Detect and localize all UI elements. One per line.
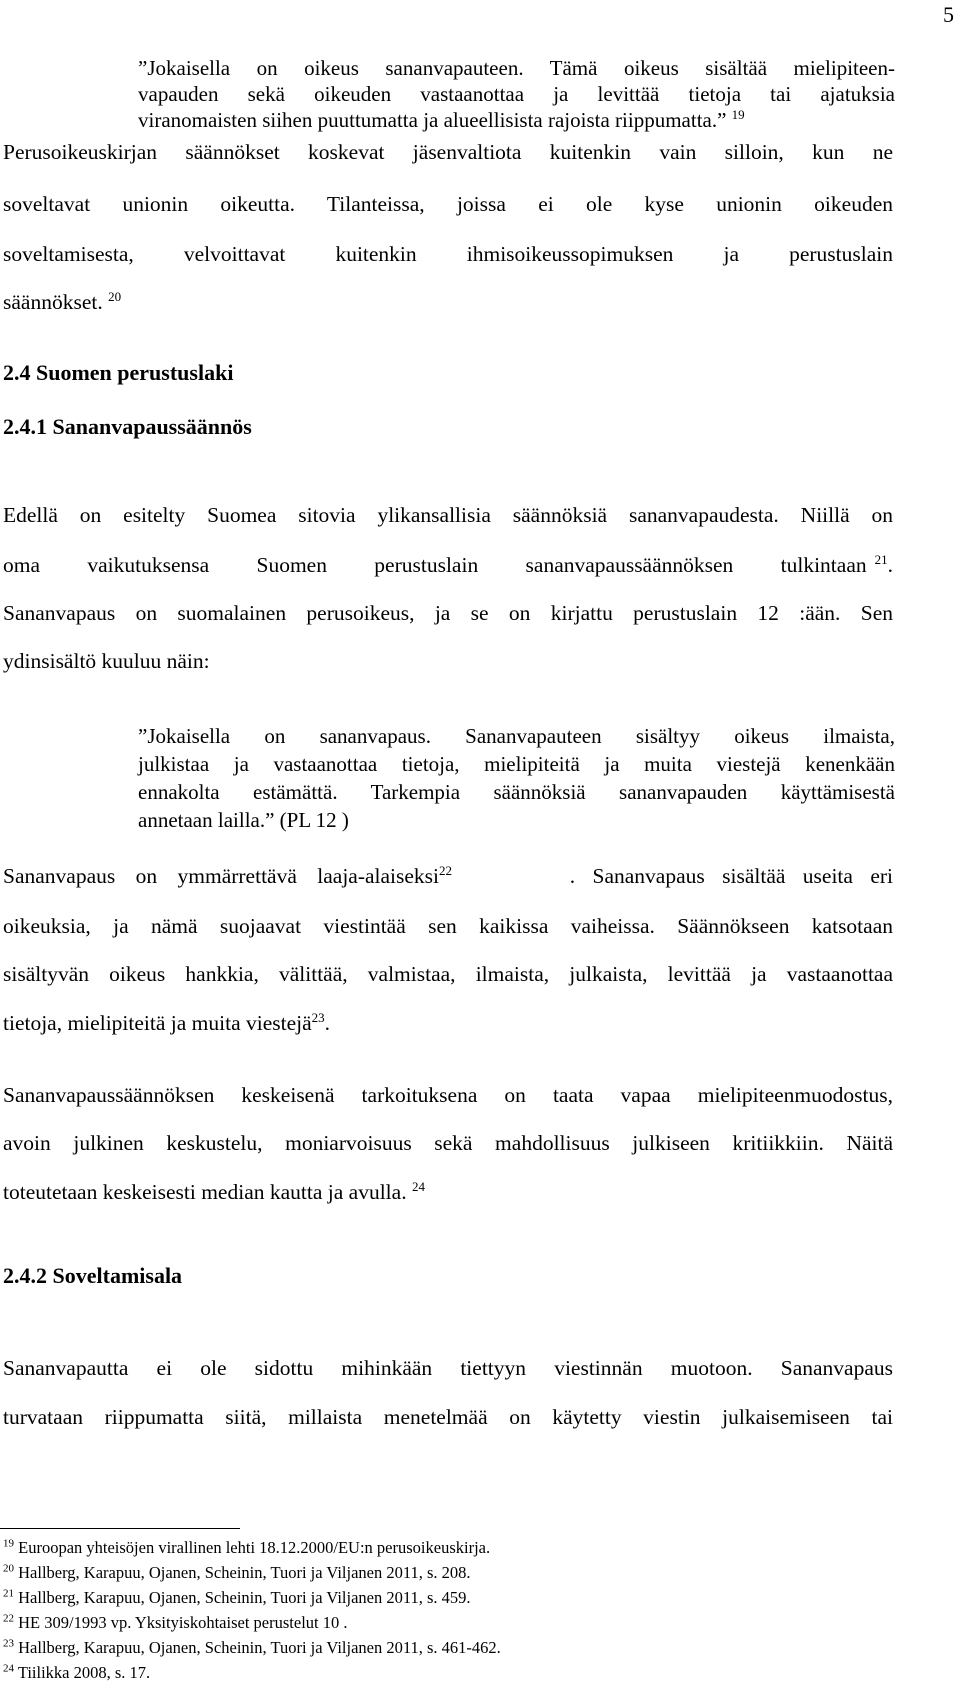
para2-line-1: Edellä on esitelty Suomea sitovia ylikansallisia säännöksiä sananvapaudesta. Niillä on	[3, 503, 893, 527]
para2-line-4: ydinsisältö kuuluu näin:	[3, 649, 210, 673]
para4-line-1: Sananvapaussäännöksen keskeisenä tarkoituksena on taata vapaa mielipiteenmuodostus,	[3, 1083, 893, 1107]
footnote-21	[3, 1588, 471, 1608]
para3-line-3: sisältyvän oikeus hankkia, välittää, valmistaa, ilmaista, julkaista, levittää ja vastaanottaa	[3, 962, 893, 986]
footnote-text: Euroopan yhteisöjen virallinen lehti 18.12.2000/EU:n perusoikeuskirja.	[14, 1538, 491, 1557]
para1-line-4-text: säännökset.	[3, 290, 103, 314]
para2-line-2-period: .	[887, 553, 893, 577]
footnote-20	[3, 1563, 471, 1583]
heading-2-4-2: 2.4.2 Soveltamisala	[3, 1263, 183, 1288]
para3-line-1-start-text: Sananvapaus on ymmärrettävä laaja-alaiseksi	[3, 864, 440, 888]
para2-line-3: Sananvapaus on suomalainen perusoikeus, ja se on kirjattu perustuslain 12 :ään. Sen	[3, 601, 893, 625]
quote2-line-1: ”Jokaisella on sananvapaus. Sananvapauteen sisältyy oikeus ilmaista,	[138, 724, 895, 748]
footnote-19	[3, 1538, 490, 1558]
footnote-ref-19[interactable]: 19	[731, 107, 745, 122]
footnote-text: Tiilikka 2008, s. 17.	[14, 1663, 151, 1682]
para3-line-1-start	[3, 864, 452, 889]
para1-line-1: Perusoikeuskirjan säännökset koskevat jäsenvaltiota kuitenkin vain silloin, kun ne	[3, 140, 893, 164]
para4-line-3-text: toteutetaan keskeisesti median kautta ja avulla.	[3, 1180, 407, 1204]
footnote-ref-23[interactable]: 23	[311, 1009, 325, 1025]
heading-2-4: 2.4 Suomen perustuslaki	[3, 360, 234, 385]
para1-line-2	[3, 192, 893, 217]
footnote-separator	[0, 1528, 240, 1529]
para3-line-1-end: . Sananvapaus sisältää useita eri	[569, 864, 893, 888]
footnote-ref-20[interactable]: 20	[108, 288, 122, 304]
para3-line-1	[3, 864, 893, 889]
quote2-line-3: ennakolta estämättä. Tarkempia säännöksiä sananvapauden käyttämisestä	[138, 780, 895, 804]
footnote-number: 22	[3, 1612, 14, 1625]
footnote-text: Hallberg, Karapuu, Ojanen, Scheinin, Tuori ja Viljanen 2011, s. 461-462.	[14, 1638, 501, 1657]
footnote-24	[3, 1663, 150, 1683]
page-number: 5	[943, 2, 954, 27]
footnote-ref-22[interactable]: 22	[439, 862, 453, 878]
para3-line-4	[3, 1011, 960, 1036]
para2-line-2-tail	[875, 553, 893, 578]
para2-line-2	[3, 553, 893, 578]
heading-2-4-1: 2.4.1 Sananvapaussäännös	[3, 414, 252, 439]
para3-line-2: oikeuksia, ja nämä suojaavat viestintää sen kaikissa vaiheissa. Säännökseen katsotaan	[3, 914, 893, 938]
quote1-text: viranomaisten siihen puuttumatta ja alueellisista rajoista riippumatta.”	[138, 108, 727, 132]
footnote-number: 20	[3, 1562, 14, 1575]
footnote-text: Hallberg, Karapuu, Ojanen, Scheinin, Tuori ja Viljanen 2011, s. 459.	[14, 1588, 471, 1607]
para1-line-3: soveltamisesta, velvoittavat kuitenkin ihmisoikeussopimuksen ja perustuslain	[3, 242, 893, 266]
footnote-text: HE 309/1993 vp. Yksityiskohtaiset perustelut 10 .	[14, 1613, 348, 1632]
para4-line-3	[3, 1180, 960, 1205]
quote1-line-1: ”Jokaisella on oikeus sananvapauteen. Tämä oikeus sisältää mielipiteen-	[138, 56, 895, 80]
para5-line-2: turvataan riippumatta siitä, millaista menetelmää on käytetty viestin julkaisemiseen tai	[3, 1405, 893, 1429]
para1-line-2-text: soveltavat unionin oikeutta. Tilanteissa, joissa ei ole kyse unionin oikeuden	[3, 192, 893, 216]
quote1-line-2: vapauden sekä oikeuden vastaanottaa ja levittää tietoja tai ajatuksia	[138, 82, 895, 106]
footnote-number: 23	[3, 1637, 14, 1650]
footnote-22	[3, 1613, 348, 1633]
footnote-ref-24[interactable]: 24	[411, 1178, 425, 1194]
quote1-line-3	[138, 108, 895, 133]
footnote-number: 21	[3, 1587, 14, 1600]
para5-line-1: Sananvapautta ei ole sidottu mihinkään tiettyyn viestinnän muotoon. Sananvapaus	[3, 1356, 893, 1380]
footnote-number: 24	[3, 1662, 14, 1675]
para2-line-2-text: oma vaikutuksensa Suomen perustuslain sananvapaussäännöksen tulkintaan	[3, 553, 867, 577]
footnote-ref-21[interactable]: 21	[874, 551, 888, 567]
para4-line-2: avoin julkinen keskustelu, moniarvoisuus sekä mahdollisuus julkiseen kritiikkiin. Näitä	[3, 1131, 893, 1155]
para1-line-4	[3, 290, 960, 315]
footnote-text: Hallberg, Karapuu, Ojanen, Scheinin, Tuori ja Viljanen 2011, s. 208.	[14, 1563, 471, 1582]
footnote-number: 19	[3, 1537, 14, 1550]
quote2-line-2: julkistaa ja vastaanottaa tietoja, mielipiteitä ja muita viestejä kenenkään	[138, 752, 895, 776]
para3-line-4-period: .	[324, 1011, 331, 1035]
footnote-23	[3, 1638, 501, 1658]
quote2-line-4: annetaan lailla.” (PL 12 )	[138, 808, 349, 832]
para3-line-4-text: tietoja, mielipiteitä ja muita viestejä	[3, 1011, 312, 1035]
